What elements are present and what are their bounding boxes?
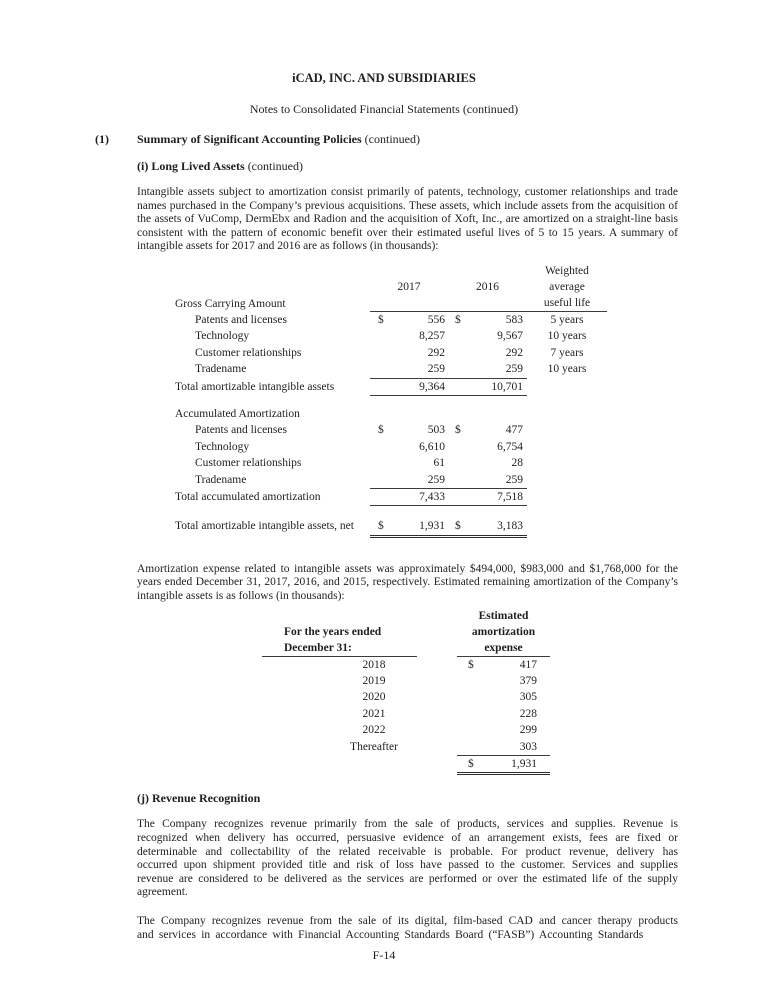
table-row [175,406,607,422]
amount: 6,610 [419,440,445,453]
table-row [262,756,550,775]
value-2016 [448,472,527,488]
table-row [262,739,550,756]
value-2017 [370,328,448,344]
row-values [370,472,527,489]
row-label: Total accumulated amortization [175,491,321,504]
value-2016 [448,379,527,395]
section-heading-title: Summary of Significant Accounting Policies [137,132,362,146]
year-label: 2020 [362,691,386,704]
value-2017 [370,439,448,455]
column-gap [417,673,457,689]
table-row [262,722,550,738]
row-values [370,489,527,506]
currency-symbol: $ [378,520,384,533]
row-label: Patents and licenses [195,313,287,326]
section-heading-continued: (continued) [361,132,420,146]
useful-life-value: 10 years [547,330,587,343]
column-gap [417,722,457,738]
amortization-schedule-body [262,657,550,776]
section-number: (1) [95,132,109,146]
page-number: F-14 [372,948,396,963]
useful-life-header-line: useful life [543,296,591,309]
currency-symbol: $ [455,313,461,326]
table-row [175,472,607,489]
intangibles-table [175,263,607,538]
value-2016 [448,422,527,438]
currency-symbol: $ [378,424,384,437]
years-ended-header-line: For the years ended [284,625,382,638]
expense-value [457,756,550,775]
amortization-schedule-table [262,608,550,776]
amount: 305 [519,691,537,704]
expense-value [457,657,550,673]
useful-life-value: 5 years [550,313,584,326]
table-spacer-row [175,396,607,406]
amount: 10,701 [491,380,523,393]
row-label: Customer relationships [195,346,302,359]
expense-header-line: Estimated [478,609,529,622]
useful-life-value [527,379,607,396]
heading-revenue-recognition-text: (j) Revenue Recognition [137,791,261,806]
amount: 6,754 [497,440,523,453]
row-values [370,345,527,361]
amount: 8,257 [419,330,445,343]
table-row [175,439,607,455]
table-row [175,328,607,344]
row-values [370,518,527,537]
expense-value [457,739,550,756]
column-header-estimated-amortization-expense [457,608,550,657]
value-2016 [448,312,527,328]
amount: 303 [519,740,537,753]
row-values [370,406,527,422]
expense-value [457,673,550,689]
value-2016 [448,439,527,455]
intangibles-table-column-headers [370,263,607,312]
row-label: Technology [195,330,250,343]
expense-value [457,722,550,738]
table-row [175,518,607,537]
year-label: Thereafter [350,740,398,753]
amount: 379 [519,675,537,688]
value-2017 [370,379,448,395]
useful-life-value [527,472,607,489]
amount: 583 [505,313,523,326]
section-heading [95,132,768,146]
expense-value [457,706,550,722]
column-header-useful-life [527,263,607,311]
amount: 503 [427,424,445,437]
table-row [175,312,607,328]
useful-life-value [527,422,607,438]
table-row [175,422,607,438]
row-label: Accumulated Amortization [175,408,300,420]
column-gap [417,657,457,673]
table-row [262,689,550,705]
table-spacer-row [175,506,607,518]
table-row [175,455,607,471]
row-label-gross-carrying-amount: Gross Carrying Amount [175,297,286,310]
amount: 259 [505,363,523,376]
row-values [370,328,527,344]
currency-symbol: $ [468,758,474,771]
row-values [370,455,527,471]
value-2016 [448,455,527,471]
useful-life-value [527,489,607,506]
subsection-heading-bold: (i) Long Lived Assets [137,159,245,173]
amount: 9,364 [419,380,445,393]
row-label: Technology [195,440,250,453]
useful-life-header-line: average [549,280,585,293]
amount: 3,183 [497,520,523,533]
amount: 7,518 [497,491,523,504]
year-label [262,756,417,775]
currency-symbol: $ [468,658,474,671]
amount: 28 [511,457,523,470]
table-row [175,361,607,378]
amount: 259 [505,473,523,486]
year-label: 2021 [362,707,386,720]
useful-life-header-line: Weighted [545,264,589,277]
page-body [137,159,678,942]
column-gap [417,756,457,775]
useful-life-value: 10 years [547,363,587,376]
row-values [370,379,527,396]
amount: 259 [427,473,445,486]
year-label: 2018 [362,658,386,671]
table-row [262,657,550,673]
value-2017 [370,518,448,534]
expense-value [457,689,550,705]
useful-life-value [527,455,607,471]
row-values [370,361,527,378]
row-label: Tradename [195,363,247,376]
amount: 7,433 [419,491,445,504]
table-row [262,706,550,722]
value-2016 [448,406,527,422]
table-row [262,673,550,689]
value-2017 [370,345,448,361]
column-header-years-ended [262,624,417,657]
expense-header-line: amortization [471,625,536,638]
amount: 228 [519,707,537,720]
amount: 259 [427,363,445,376]
expense-header-line: expense [484,641,523,654]
row-values [370,439,527,455]
document-subtitle: Notes to Consolidated Financial Statements (continued) [249,102,519,116]
amount: 477 [505,424,523,437]
table-row [175,489,607,506]
value-2017 [370,455,448,471]
amount: 299 [519,724,537,737]
currency-symbol: $ [455,520,461,533]
table-row [175,345,607,361]
table-row [175,379,607,396]
amount: 292 [505,346,523,359]
row-values [370,422,527,438]
row-label: Tradename [195,473,247,486]
currency-symbol: $ [455,424,461,437]
useful-life-value [527,406,607,422]
paragraph-intangible-assets: Intangible assets subject to amortization consist primarily of patents, technology, customer relationships and trade names purchased in the Company’s previous acquisitions. These assets, which include assets from the acquisition of the assets of VuComp, DermEbx and Radion and the acquisition of Xoft, Inc., are amortized on a straight-line basis consistent with the pattern of economic benefit over their estimated useful lives of 5 to 15 years. A summary of intangible assets for 2017 and 2016 are as follows (in thousands): [137,186,678,253]
value-2017 [370,406,448,422]
column-header-2017: 2017 [397,280,421,293]
row-label: Patents and licenses [195,424,287,437]
amortization-schedule-header [262,608,550,657]
value-2017 [370,472,448,488]
useful-life-value: 7 years [550,346,584,359]
amount: 1,931 [511,758,537,771]
row-label: Customer relationships [195,457,302,470]
intangibles-table-body [175,312,607,538]
column-gap [417,706,457,722]
value-2017 [370,361,448,377]
value-2017 [370,312,448,328]
intangibles-table-header [175,263,607,312]
value-2017 [370,489,448,505]
row-label: Total amortizable intangible assets [175,380,335,393]
years-ended-header-line: December 31: [284,641,352,654]
amount: 61 [433,457,445,470]
column-gap [417,689,457,705]
value-2016 [448,489,527,505]
value-2016 [448,328,527,344]
document-title: iCAD, INC. AND SUBSIDIARIES [292,71,476,85]
value-2016 [448,361,527,377]
year-label: 2019 [362,675,386,688]
paragraph-revenue-recognition-2: The Company recognizes revenue from the sale of its digital, film-based CAD and cancer therapy products and services in accordance with Financial Accounting Standards Board (“FASB”) Accounting Standards [137,915,678,941]
amount: 292 [427,346,445,359]
subsection-heading-continued: (continued) [244,159,303,173]
amount: 417 [519,658,537,671]
paragraph-revenue-recognition-1: The Company recognizes revenue primarily from the sale of products, services and supplies. Revenue is recognized when delivery has occurred, persuasive evidence of an arrangement exists, fees are fixed or determinable and collectability of the related receivable is probable. For product revenue, delivery has occurred upon shipment provided title and risk of loss have passed to the customer. Services and supplies revenue are considered to be delivered as the services are performed or over the estimated life of the supply agreement. [137,818,678,899]
heading-revenue-recognition [137,791,678,805]
value-2017 [370,422,448,438]
useful-life-value [527,518,607,537]
amount: 9,567 [497,330,523,343]
column-header-2016: 2016 [476,280,499,293]
subsection-heading-long-lived-assets [137,159,678,173]
paragraph-amortization-expense: Amortization expense related to intangible assets was approximately $494,000, $983,000 and $1,768,000 for the years ended December 31, 2017, 2016, and 2015, respectively. Estimated remaining amortization of the Company’s intangible assets is as follows (in thousands): [137,562,678,603]
amount: 556 [427,313,445,326]
currency-symbol: $ [378,313,384,326]
column-gap [417,739,457,756]
row-values [370,312,527,328]
useful-life-value [527,439,607,455]
value-2016 [448,345,527,361]
value-2016 [448,518,527,534]
row-label: Total amortizable intangible assets, net [175,520,354,533]
amount: 1,931 [419,520,445,533]
year-label: 2022 [362,724,386,737]
